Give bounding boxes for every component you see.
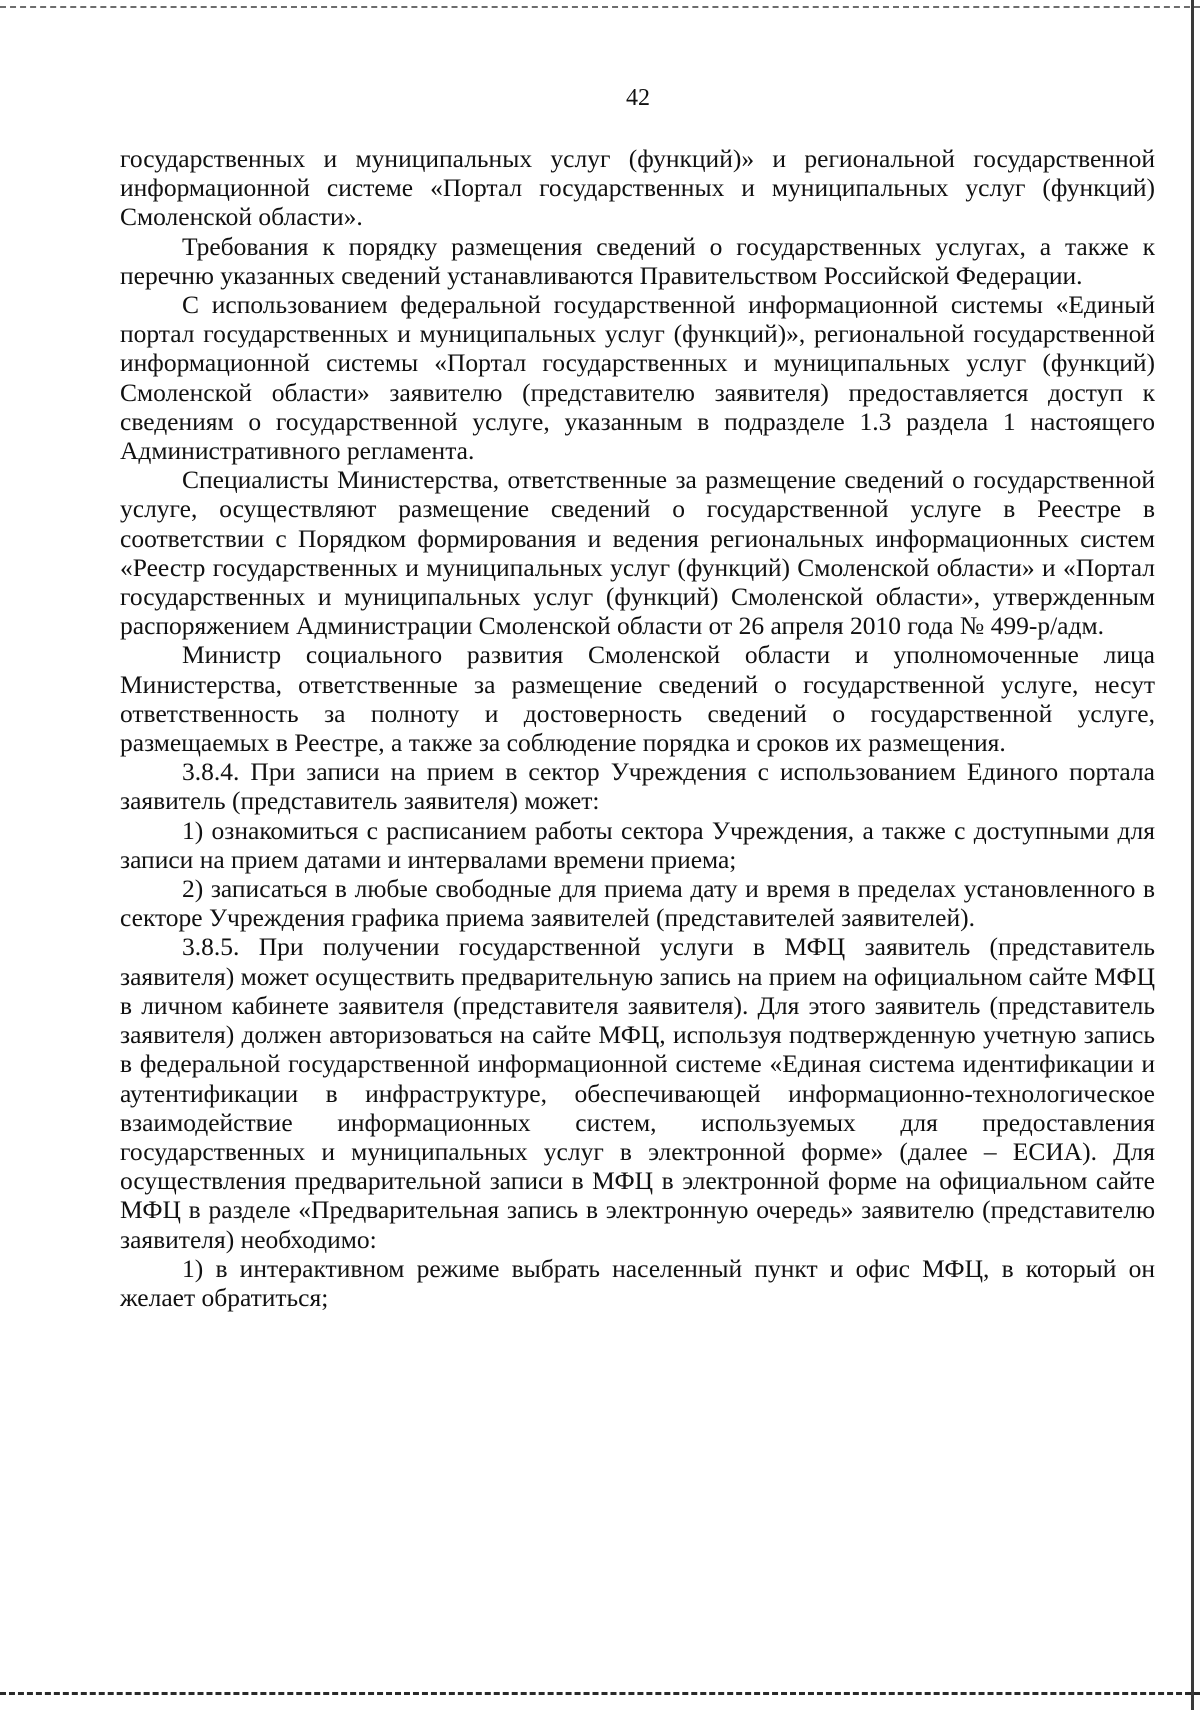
paragraph-3-8-5: 3.8.5. При получении государственной услуги в МФЦ заявитель (представитель заявителя) может осуществить предварительную запись на прием на официальном сайте МФЦ в личном кабинете заявителя (представителя заявителя). Для этого заявитель (представитель заявителя) должен авторизоваться на сайте МФЦ, используя подтвержденную учетную запись в федеральной государственной информационной системе «Единая система идентификации и аутентификации в инфраструктуре, обеспечивающей информационно-технологическое взаимодействие информационных систем, используемых для предоставления государственных и муниципальных услуг в электронной форме» (далее – ЕСИА). Для осуществления предварительной записи в МФЦ в электронной форме на официальном сайте МФЦ в разделе «Предварительная запись в электронную очередь» заявителю (представителю заявителя) необходимо: xyxy=(120,932,1155,1254)
paragraph-requirements: Требования к порядку размещения сведений о государственных услугах, а также к перечню указанных сведений устанавливаются Правительством Российской Федерации. xyxy=(120,231,1155,290)
paragraph-portal-access: С использованием федеральной государственной информационной системы «Единый портал государственных и муниципальных услуг (функций)», региональной государственной информационной системы «Портал государственных и муниципальных услуг (функций) Смоленской области» заявителю (представителю заявителя) предоставляется доступ к сведениям о государственной услуге, указанным в подразделе 1.3 раздела 1 настоящего Административного регламента. xyxy=(120,290,1155,466)
scan-edge-right xyxy=(1191,0,1194,1710)
list-item-3-8-4-1: 1) ознакомиться с расписанием работы сектора Учреждения, а также с доступными для записи на прием датами и интервалами времени приема; xyxy=(120,815,1155,874)
list-item-3-8-5-1: 1) в интерактивном режиме выбрать населенный пункт и офис МФЦ, в который он желает обратиться; xyxy=(120,1253,1155,1312)
scan-edge-top xyxy=(0,6,1200,8)
paragraph-minister-responsibility: Министр социального развития Смоленской области и уполномоченные лица Министерства, ответственные за размещение сведений о государственной услуге, несут ответственность за полноту и достоверность сведений о государственной услуге, размещаемых в Реестре, а также за соблюдение порядка и сроков их размещения. xyxy=(120,640,1155,758)
paragraph-ministry-specialists: Специалисты Министерства, ответственные за размещение сведений о государственной услуге, осуществляют размещение сведений о государственной услуге в Реестре в соответствии с Порядком формирования и ведения региональных информационных систем «Реестр государственных и муниципальных услуг (функций) Смоленской области» и «Портал государственных и муниципальных услуг (функций) Смоленской области», утвержденным распоряжением Администрации Смоленской области от 26 апреля 2010 года № 499-р/адм. xyxy=(120,465,1155,641)
paragraph-continuation: государственных и муниципальных услуг (функций)» и региональной государственной информационной системе «Портал государственных и муниципальных услуг (функций) Смоленской области». xyxy=(120,144,1155,232)
scan-edge-bottom xyxy=(0,1692,1200,1695)
page-number: 42 xyxy=(626,85,650,111)
document-body xyxy=(120,144,1155,1312)
list-item-3-8-4-2: 2) записаться в любые свободные для приема дату и время в пределах установленного в секторе Учреждения графика приема заявителей (представителей заявителей). xyxy=(120,874,1155,933)
paragraph-3-8-4: 3.8.4. При записи на прием в сектор Учреждения с использованием Единого портала заявитель (представитель заявителя) может: xyxy=(120,757,1155,816)
